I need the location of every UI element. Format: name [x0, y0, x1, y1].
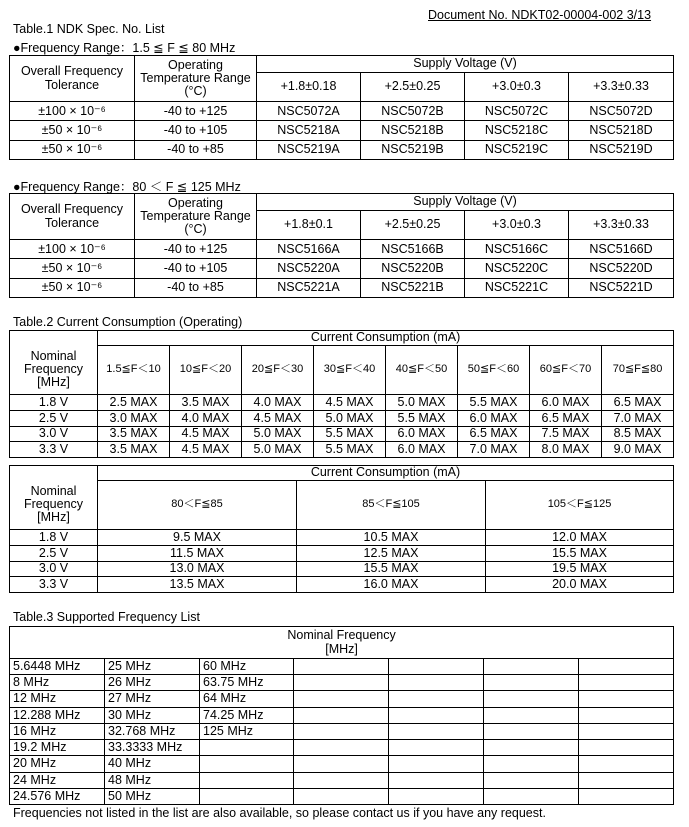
voltage-cell: 1.8 V	[10, 530, 98, 546]
col-supply-header: Supply Voltage (V)	[257, 194, 674, 211]
current-cell: 4.5 MAX	[242, 410, 314, 426]
part-cell: NSC5221B	[361, 278, 465, 297]
current-cell: 5.5 MAX	[458, 395, 530, 411]
document-number: Document No. NDKT02-00004-002 3/13	[428, 8, 652, 22]
temp-cell: -40 to +125	[135, 240, 257, 259]
part-cell: NSC5072C	[465, 102, 569, 121]
table-row	[10, 756, 674, 772]
table-row	[10, 426, 674, 442]
freq-cell: 60 MHz	[200, 659, 294, 675]
current-cell: 9.0 MAX	[602, 442, 674, 458]
part-cell: NSC5166A	[257, 240, 361, 259]
table-row	[10, 395, 674, 411]
current-cell: 6.5 MAX	[530, 410, 602, 426]
freq-cell: 63.75 MHz	[200, 675, 294, 691]
table-row	[10, 561, 674, 577]
current-cell: 19.5 MAX	[486, 561, 674, 577]
col-current-header: Current Consumption (mA)	[98, 466, 674, 481]
current-cell: 4.0 MAX	[242, 395, 314, 411]
table-row	[10, 740, 674, 756]
freq-cell: 33.3333 MHz	[105, 740, 200, 756]
freq-cell: 74.25 MHz	[200, 707, 294, 723]
part-cell: NSC5220B	[361, 259, 465, 278]
tolerance-cell: ±50 × 10⁻⁶	[10, 121, 135, 140]
freq-cell: 30 MHz	[105, 707, 200, 723]
part-cell: NSC5072D	[569, 102, 674, 121]
part-cell: NSC5221D	[569, 278, 674, 297]
current-cell: 6.0 MAX	[530, 395, 602, 411]
nominal-frequency-header	[10, 627, 674, 659]
range-header: 70≦F≦80	[602, 346, 674, 395]
range-header: 30≦F＜40	[314, 346, 386, 395]
freq-cell: 12 MHz	[10, 691, 105, 707]
freq-cell: 26 MHz	[105, 675, 200, 691]
voltage-cell: 3.3 V	[10, 577, 98, 593]
range-header: 50≦F＜60	[458, 346, 530, 395]
current-cell: 5.5 MAX	[314, 426, 386, 442]
part-cell: NSC5220D	[569, 259, 674, 278]
current-table-b	[9, 465, 674, 593]
current-cell: 15.5 MAX	[486, 545, 674, 561]
table3-title: Table.3 Supported Frequency List	[13, 610, 200, 624]
voltage-header: +2.5±0.25	[361, 73, 465, 102]
col-temperature-header: Operating Temperature Range (°C)	[135, 56, 257, 102]
col-tolerance-header: Overall Frequency Tolerance	[10, 194, 135, 240]
col-nominal-header: Nominal Frequency [MHz]	[10, 346, 98, 395]
current-cell: 15.5 MAX	[297, 561, 486, 577]
part-cell: NSC5166C	[465, 240, 569, 259]
temp-cell: -40 to +85	[135, 278, 257, 297]
part-cell: NSC5072B	[361, 102, 465, 121]
voltage-header: +3.0±0.3	[465, 73, 569, 102]
col-current-header: Current Consumption (mA)	[98, 331, 674, 346]
freq-cell: 48 MHz	[105, 772, 200, 788]
frequency-list-table	[9, 626, 674, 805]
tolerance-cell: ±50 × 10⁻⁶	[10, 140, 135, 159]
freq-cell: 19.2 MHz	[10, 740, 105, 756]
range-header: 80＜F≦85	[98, 481, 297, 530]
current-cell: 6.5 MAX	[458, 426, 530, 442]
part-cell: NSC5220C	[465, 259, 569, 278]
current-cell: 9.5 MAX	[98, 530, 297, 546]
freq-cell	[200, 740, 294, 756]
voltage-header: +1.8±0.18	[257, 73, 361, 102]
current-cell: 7.0 MAX	[602, 410, 674, 426]
freq-cell	[200, 756, 294, 772]
current-cell: 3.5 MAX	[170, 395, 242, 411]
voltage-header: +3.3±0.33	[569, 211, 674, 240]
table-row	[10, 691, 674, 707]
spec-table-1b	[9, 193, 674, 298]
current-cell: 6.0 MAX	[386, 442, 458, 458]
table-row	[10, 442, 674, 458]
current-cell: 3.0 MAX	[98, 410, 170, 426]
col-nominal-header: Nominal Frequency [MHz]	[10, 481, 98, 530]
freq-cell: 40 MHz	[105, 756, 200, 772]
table-row	[10, 259, 674, 278]
voltage-cell: 3.0 V	[10, 426, 98, 442]
col-supply-header: Supply Voltage (V)	[257, 56, 674, 73]
voltage-header: +3.0±0.3	[465, 211, 569, 240]
current-cell: 6.5 MAX	[602, 395, 674, 411]
table-row	[10, 707, 674, 723]
freq-cell: 27 MHz	[105, 691, 200, 707]
current-cell: 4.5 MAX	[170, 426, 242, 442]
temp-cell: -40 to +125	[135, 102, 257, 121]
current-cell: 4.5 MAX	[170, 442, 242, 458]
current-cell: 5.0 MAX	[314, 410, 386, 426]
voltage-cell: 3.3 V	[10, 442, 98, 458]
table-row	[10, 772, 674, 788]
freq-cell: 25 MHz	[105, 659, 200, 675]
tolerance-cell: ±50 × 10⁻⁶	[10, 278, 135, 297]
temp-cell: -40 to +105	[135, 259, 257, 278]
freq-cell	[200, 772, 294, 788]
current-cell: 6.0 MAX	[458, 410, 530, 426]
part-cell: NSC5218C	[465, 121, 569, 140]
current-cell: 11.5 MAX	[98, 545, 297, 561]
freq-cell: 24 MHz	[10, 772, 105, 788]
header-text: Nominal Frequency [MHz]	[287, 628, 396, 656]
voltage-cell: 2.5 V	[10, 545, 98, 561]
current-cell: 5.0 MAX	[242, 426, 314, 442]
table-row	[10, 140, 674, 159]
table-row	[10, 410, 674, 426]
voltage-header: +3.3±0.33	[569, 73, 674, 102]
part-cell: NSC5218D	[569, 121, 674, 140]
voltage-cell: 2.5 V	[10, 410, 98, 426]
part-cell: NSC5221A	[257, 278, 361, 297]
range-header: 10≦F＜20	[170, 346, 242, 395]
temp-cell: -40 to +105	[135, 121, 257, 140]
part-cell: NSC5220A	[257, 259, 361, 278]
freq-cell: 12.288 MHz	[10, 707, 105, 723]
voltage-header: +2.5±0.25	[361, 211, 465, 240]
table1a-caption: ●Frequency Range：1.5 ≦ F ≦ 80 MHz	[13, 41, 236, 55]
part-cell: NSC5219A	[257, 140, 361, 159]
table-row	[10, 545, 674, 561]
freq-cell: 50 MHz	[105, 788, 200, 804]
table-row	[10, 102, 674, 121]
temp-cell: -40 to +85	[135, 140, 257, 159]
current-cell: 6.0 MAX	[386, 426, 458, 442]
voltage-cell: 1.8 V	[10, 395, 98, 411]
range-header: 40≦F＜50	[386, 346, 458, 395]
current-cell: 13.5 MAX	[98, 577, 297, 593]
range-header: 1.5≦F＜10	[98, 346, 170, 395]
freq-cell: 8 MHz	[10, 675, 105, 691]
current-cell: 4.5 MAX	[314, 395, 386, 411]
current-cell: 5.0 MAX	[242, 442, 314, 458]
col-temperature-header: Operating Temperature Range (°C)	[135, 194, 257, 240]
part-cell: NSC5219D	[569, 140, 674, 159]
freq-cell: 64 MHz	[200, 691, 294, 707]
current-cell: 8.0 MAX	[530, 442, 602, 458]
current-cell: 8.5 MAX	[602, 426, 674, 442]
voltage-header: +1.8±0.1	[257, 211, 361, 240]
range-header: 20≦F＜30	[242, 346, 314, 395]
table-row	[10, 577, 674, 593]
table-row	[10, 788, 674, 804]
current-cell: 12.5 MAX	[297, 545, 486, 561]
tolerance-cell: ±100 × 10⁻⁶	[10, 102, 135, 121]
spec-table-1a	[9, 55, 674, 160]
current-cell: 10.5 MAX	[297, 530, 486, 546]
freq-cell: 16 MHz	[10, 723, 105, 739]
tolerance-cell: ±100 × 10⁻⁶	[10, 240, 135, 259]
current-cell: 7.5 MAX	[530, 426, 602, 442]
current-table-a	[9, 330, 674, 458]
current-cell: 5.5 MAX	[314, 442, 386, 458]
table-row	[10, 240, 674, 259]
footnote: Frequencies not listed in the list are also available, so please contact us if you have any request.	[13, 806, 546, 820]
current-cell: 5.0 MAX	[386, 395, 458, 411]
current-cell: 4.0 MAX	[170, 410, 242, 426]
voltage-cell: 3.0 V	[10, 561, 98, 577]
tolerance-cell: ±50 × 10⁻⁶	[10, 259, 135, 278]
table-row	[10, 278, 674, 297]
freq-cell: 20 MHz	[10, 756, 105, 772]
current-cell: 13.0 MAX	[98, 561, 297, 577]
table-row	[10, 675, 674, 691]
freq-cell	[200, 788, 294, 804]
table2-title: Table.2 Current Consumption (Operating)	[13, 315, 243, 329]
freq-cell: 5.6448 MHz	[10, 659, 105, 675]
freq-cell: 24.576 MHz	[10, 788, 105, 804]
part-cell: NSC5218B	[361, 121, 465, 140]
part-cell: NSC5221C	[465, 278, 569, 297]
range-header: 85＜F≦105	[297, 481, 486, 530]
current-cell: 2.5 MAX	[98, 395, 170, 411]
current-cell: 3.5 MAX	[98, 426, 170, 442]
range-header: 60≦F＜70	[530, 346, 602, 395]
part-cell: NSC5219C	[465, 140, 569, 159]
freq-cell: 32.768 MHz	[105, 723, 200, 739]
freq-cell: 125 MHz	[200, 723, 294, 739]
range-header: 105＜F≦125	[486, 481, 674, 530]
col-tolerance-header: Overall Frequency Tolerance	[10, 56, 135, 102]
current-cell: 20.0 MAX	[486, 577, 674, 593]
current-cell: 3.5 MAX	[98, 442, 170, 458]
part-cell: NSC5072A	[257, 102, 361, 121]
current-cell: 16.0 MAX	[297, 577, 486, 593]
table1-title: Table.1 NDK Spec. No. List	[13, 22, 165, 36]
part-cell: NSC5219B	[361, 140, 465, 159]
table-row	[10, 723, 674, 739]
table1b-caption: ●Frequency Range：80 ＜ F ≦ 125 MHz	[13, 180, 241, 194]
table-row	[10, 659, 674, 675]
part-cell: NSC5166B	[361, 240, 465, 259]
table-row	[10, 121, 674, 140]
current-cell: 5.5 MAX	[386, 410, 458, 426]
part-cell: NSC5218A	[257, 121, 361, 140]
current-cell: 12.0 MAX	[486, 530, 674, 546]
part-cell: NSC5166D	[569, 240, 674, 259]
table-row	[10, 530, 674, 546]
current-cell: 7.0 MAX	[458, 442, 530, 458]
